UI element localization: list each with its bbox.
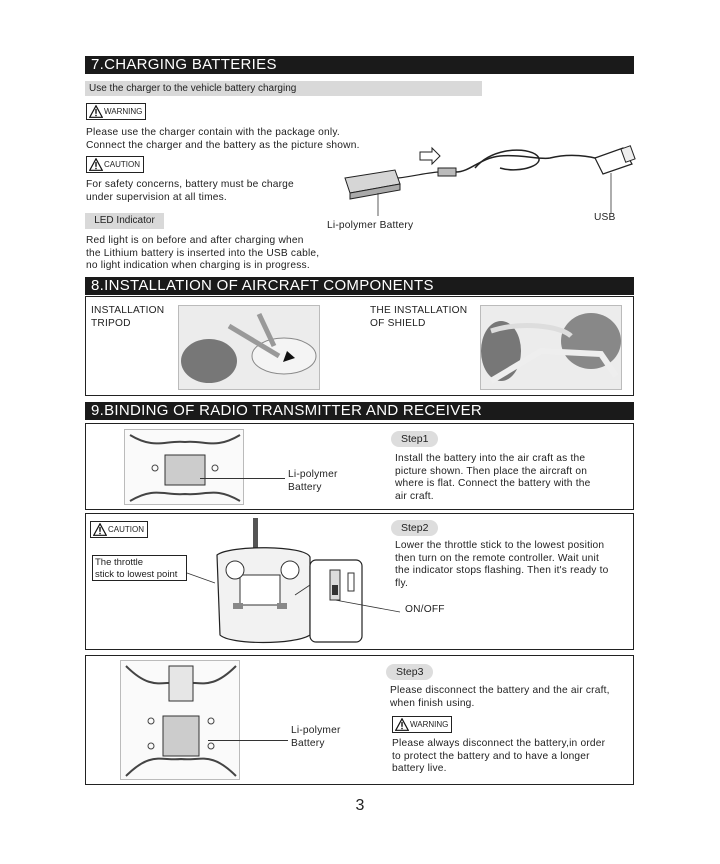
led-indicator-label: LED Indicator	[85, 213, 164, 229]
aircraft-top-photo-1	[124, 429, 244, 505]
battery-callout: Li-polymer Battery	[327, 220, 414, 231]
step3-text: Please disconnect the battery and the air craft, when finish using.	[390, 685, 610, 709]
throttle-note: The throttle stick to lowest point	[92, 555, 187, 581]
section-9-header: 9.BINDING OF RADIO TRANSMITTER AND RECEIVER	[85, 402, 634, 420]
onoff-switch-detail	[310, 560, 400, 642]
step1-battery-callout: Li-polymer Battery	[288, 469, 338, 493]
warning-triangle-icon	[395, 718, 409, 731]
aircraft-top-photo-3	[120, 660, 240, 780]
charger-illustration	[340, 138, 640, 223]
warning-badge	[86, 103, 146, 120]
section-8-header: 8.INSTALLATION OF AIRCRAFT COMPONENTS	[85, 277, 634, 295]
step2-caution-label: CAUTION	[108, 525, 144, 534]
step3-warning-label: WARNING	[410, 720, 449, 729]
warning-label: WARNING	[104, 107, 143, 116]
page-number: 3	[355, 797, 365, 814]
warning-triangle-icon	[89, 105, 103, 118]
step2-caution-badge	[90, 521, 148, 538]
caution-text: For safety concerns, battery must be charge under supervision at all times.	[86, 179, 294, 203]
shield-photo	[480, 305, 622, 390]
section-7-header: 7.CHARGING BATTERIES	[85, 56, 634, 74]
tripod-label: INSTALLATION TRIPOD	[91, 305, 165, 329]
step3-warning-text: Please always disconnect the battery,in order to protect the battery and to have a longer battery live.	[392, 738, 606, 774]
usb-callout: USB	[594, 212, 616, 223]
caution-badge	[86, 156, 144, 173]
step1-text: Install the battery into the air craft as the picture shown. Then place the aircraft on where is flat. Connect the battery with the air craft.	[395, 453, 591, 502]
step1-callout-line	[200, 478, 285, 479]
step3-label: Step3	[386, 664, 433, 680]
warning-text: Please use the charger contain with the package only. Connect the charger and the battery as the picture shown.	[86, 127, 360, 151]
onoff-callout: ON/OFF	[405, 604, 445, 615]
shield-label: THE INSTALLATION OF SHIELD	[370, 305, 468, 329]
step2-text: Lower the throttle stick to the lowest position then turn on the remote controller. Wait unit the indicator stops flashing. Then it's ready to fly.	[395, 540, 609, 589]
led-indicator-text: Red light is on before and after charging when the Lithium battery is inserted into the USB cable, no light indication when charging is in progress.	[86, 235, 320, 271]
step2-label: Step2	[391, 520, 438, 536]
tripod-photo	[178, 305, 320, 390]
caution-triangle-icon	[89, 158, 103, 171]
step3-warning-badge	[392, 716, 452, 733]
charging-subtitle: Use the charger to the vehicle battery charging	[85, 81, 482, 96]
usb-plug-icon	[595, 146, 635, 174]
battery-pack-icon	[345, 170, 400, 199]
caution-label: CAUTION	[104, 160, 140, 169]
arrow-right-icon	[420, 148, 440, 164]
step3-callout-line	[208, 740, 288, 741]
transmitter-illustration	[185, 515, 405, 648]
step3-battery-callout: Li-polymer Battery	[291, 725, 341, 749]
caution-triangle-icon	[93, 523, 107, 536]
step1-label: Step1	[391, 431, 438, 447]
